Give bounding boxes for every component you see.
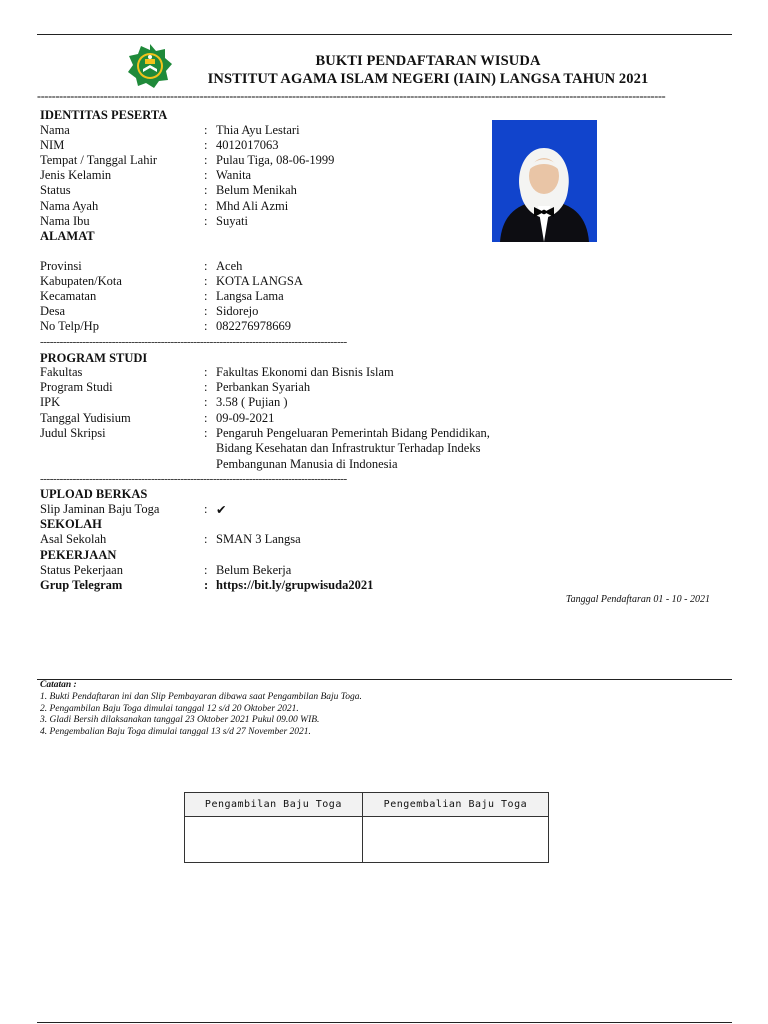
value-kecamatan: Langsa Lama	[216, 289, 284, 303]
top-rule	[37, 34, 732, 35]
section-alamat: ALAMAT	[40, 229, 95, 243]
label-kecamatan: Kecamatan	[40, 289, 97, 303]
colon: :	[204, 319, 208, 333]
label-nama-ayah: Nama Ayah	[40, 199, 99, 213]
colon: :	[204, 304, 208, 318]
label-status: Status	[40, 183, 71, 197]
colon: :	[204, 199, 208, 213]
label-tanggal-yudisium: Tanggal Yudisium	[40, 411, 131, 425]
student-portrait	[492, 120, 597, 242]
value-ttl: Pulau Tiga, 08-06-1999	[216, 153, 335, 167]
section-pekerjaan: PEKERJAAN	[40, 548, 117, 562]
colon: :	[204, 411, 208, 425]
label-program-studi: Program Studi	[40, 380, 113, 394]
cell-pengambilan	[185, 817, 363, 863]
header-separator: --------------------------------------------------------------------------------------------------------------------------------------------------------------------------	[37, 90, 666, 102]
label-judul-skripsi: Judul Skripsi	[40, 426, 106, 440]
document-title: BUKTI PENDAFTARAN WISUDA	[315, 53, 541, 69]
label-provinsi: Provinsi	[40, 259, 82, 273]
colon: :	[204, 138, 208, 152]
colon: :	[204, 395, 208, 409]
colon: :	[204, 183, 208, 197]
label-nama-ibu: Nama Ibu	[40, 214, 90, 228]
colon: :	[204, 578, 209, 592]
value-asal-sekolah: SMAN 3 Langsa	[216, 532, 301, 546]
section-sekolah: SEKOLAH	[40, 517, 102, 531]
value-status-pekerjaan: Belum Bekerja	[216, 563, 292, 577]
label-fakultas: Fakultas	[40, 365, 83, 379]
label-kabupaten: Kabupaten/Kota	[40, 274, 122, 288]
skripsi-line: Pengaruh Pengeluaran Pemerintah Bidang Pendidikan,	[216, 426, 490, 440]
separator: ----------------------------------------------------------------------------------------------	[40, 337, 347, 348]
label-nim: NIM	[40, 138, 65, 152]
colon: :	[204, 532, 208, 546]
telegram-link[interactable]: https://bit.ly/grupwisuda2021	[216, 578, 374, 592]
label-nama: Nama	[40, 123, 70, 137]
value-tanggal-yudisium: 09-09-2021	[216, 411, 275, 425]
value-status: Belum Menikah	[216, 183, 297, 197]
value-kabupaten: KOTA LANGSA	[216, 274, 303, 288]
cell-pengembalian	[362, 817, 548, 863]
value-fakultas: Fakultas Ekonomi dan Bisnis Islam	[216, 365, 394, 379]
value-judul-skripsi	[216, 426, 490, 472]
value-desa: Sidorejo	[216, 304, 259, 318]
value-ipk: 3.58 ( Pujian )	[216, 395, 288, 409]
catatan-item: 4. Pengembalian Baju Toga dimulai tanggal 13 s/d 27 November 2021.	[40, 727, 311, 738]
colon: :	[204, 123, 208, 137]
bottom-rule	[37, 1022, 732, 1023]
separator: ----------------------------------------------------------------------------------------------	[40, 474, 347, 485]
value-nama-ayah: Mhd Ali Azmi	[216, 199, 289, 213]
header-pengambilan: Pengambilan Baju Toga	[185, 793, 363, 817]
catatan-item: 1. Bukti Pendaftaran ini dan Slip Pembayaran dibawa saat Pengambilan Baju Toga.	[40, 691, 362, 702]
value-telp: 082276978669	[216, 319, 291, 333]
catatan-item: 3. Gladi Bersih dilaksanakan tanggal 23 Oktober 2021 Pukul 09.00 WIB.	[40, 715, 320, 726]
label-desa: Desa	[40, 304, 65, 318]
checkmark-icon: ✔	[216, 502, 227, 517]
value-nama-ibu: Suyati	[216, 214, 248, 228]
section-identitas: IDENTITAS PESERTA	[40, 108, 168, 122]
label-slip-jaminan: Slip Jaminan Baju Toga	[40, 502, 160, 516]
catatan-title: Catatan :	[40, 680, 77, 690]
colon: :	[204, 426, 208, 440]
colon: :	[204, 365, 208, 379]
colon: :	[204, 380, 208, 394]
label-status-pekerjaan: Status Pekerjaan	[40, 563, 123, 577]
institution-title: INSTITUT AGAMA ISLAM NEGERI (IAIN) LANGSA TAHUN 2021	[207, 71, 649, 87]
value-jenis-kelamin: Wanita	[216, 168, 252, 182]
catatan-block	[40, 680, 362, 739]
value-nim: 4012017063	[216, 138, 279, 152]
colon: :	[204, 153, 208, 167]
toga-signature-table	[184, 792, 549, 863]
value-provinsi: Aceh	[216, 259, 243, 273]
label-asal-sekolah: Asal Sekolah	[40, 532, 107, 546]
label-telp: No Telp/Hp	[40, 319, 99, 333]
skripsi-line: Bidang Kesehatan dan Infrastruktur Terhadap Indeks	[216, 441, 481, 456]
colon: :	[204, 214, 208, 228]
colon: :	[204, 289, 208, 303]
colon: :	[204, 502, 208, 516]
label-jenis-kelamin: Jenis Kelamin	[40, 168, 112, 182]
colon: :	[204, 259, 208, 273]
label-ipk: IPK	[40, 395, 61, 409]
skripsi-line: Pembangunan Manusia di Indonesia	[216, 456, 398, 471]
colon: :	[204, 168, 208, 182]
catatan-item: 2. Pengambilan Baju Toga dimulai tanggal 12 s/d 20 Oktober 2021.	[40, 703, 299, 714]
section-program-studi: PROGRAM STUDI	[40, 351, 148, 365]
tanggal-pendaftaran: Tanggal Pendaftaran 01 - 10 - 2021	[565, 594, 710, 605]
label-ttl: Tempat / Tanggal Lahir	[40, 153, 158, 167]
label-grup-telegram: Grup Telegram	[40, 578, 123, 592]
colon: :	[204, 563, 208, 577]
student-photo	[492, 120, 597, 242]
value-program-studi: Perbankan Syariah	[216, 380, 311, 394]
header-pengembalian: Pengembalian Baju Toga	[362, 793, 548, 817]
colon: :	[204, 274, 208, 288]
value-nama: Thia Ayu Lestari	[216, 123, 300, 137]
section-upload-berkas: UPLOAD BERKAS	[40, 487, 148, 501]
